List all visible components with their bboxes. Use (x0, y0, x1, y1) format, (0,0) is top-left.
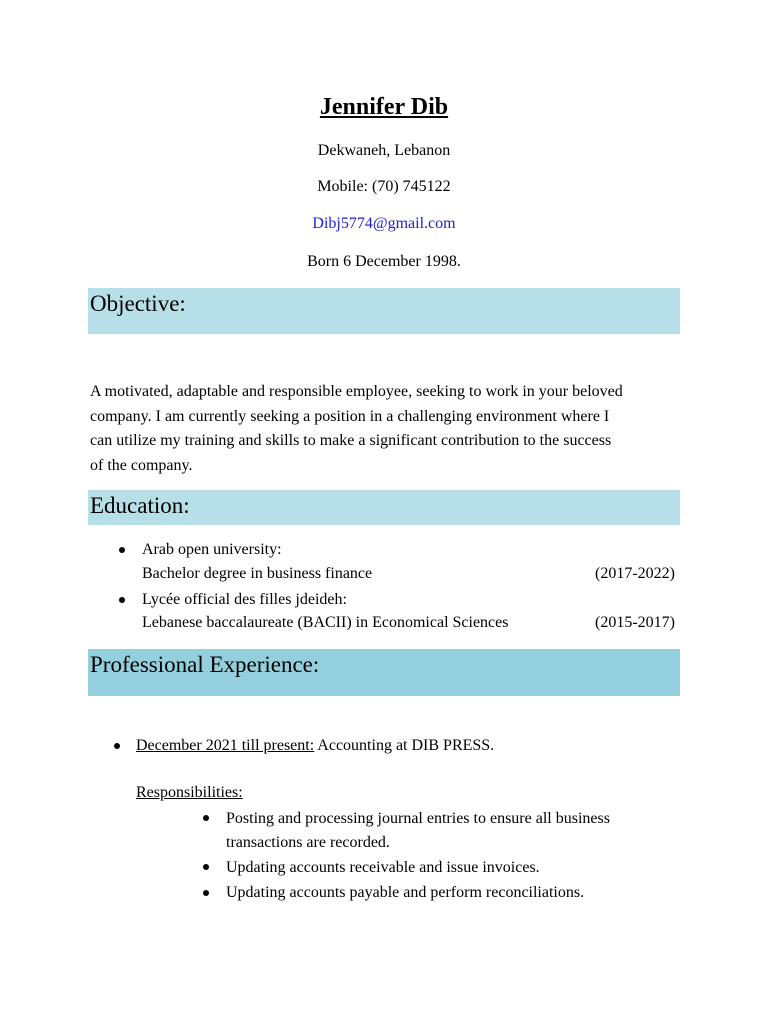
bullet-icon (203, 815, 209, 821)
candidate-name: Jennifer Dib (319, 94, 449, 120)
bullet-icon (203, 890, 209, 896)
responsibilities-label: Responsibilities: (136, 784, 243, 801)
bullet-icon (114, 743, 120, 749)
responsibility-item-continued: transactions are recorded. (226, 834, 390, 851)
education-degree: Bachelor degree in business finance (142, 565, 373, 582)
objective-line: company. I am currently seeking a position in a challenging environment where I (90, 407, 610, 425)
education-degree: Lebanese baccalaureate (BACII) in Economical Sciences (142, 614, 509, 631)
education-years: (2015-2017) (595, 614, 675, 631)
address: Dekwaneh, Lebanon (317, 142, 451, 159)
objective-line: can utilize my training and skills to make a significant contribution to the success (90, 432, 612, 449)
education-years: (2017-2022) (595, 565, 675, 582)
education-school: Lycée official des filles jdeideh: (142, 591, 347, 608)
responsibility-item: Posting and processing journal entries to ensure all business (226, 810, 610, 827)
job-role: Accounting at DIB PRESS. (314, 737, 495, 754)
responsibility-item: Updating accounts receivable and issue invoices. (226, 859, 540, 876)
bullet-icon (119, 597, 125, 603)
bullet-icon (203, 864, 209, 870)
email-link[interactable]: Dibj5774@gmail.com (312, 215, 456, 232)
birth-date: Born 6 December 1998. (307, 253, 461, 270)
objective-line: of the company. (90, 456, 193, 474)
job-entry (136, 734, 494, 758)
objective-line: A motivated, adaptable and responsible employee, seeking to work in your beloved (90, 383, 623, 400)
objective-text (90, 380, 690, 478)
education-title: Education: (90, 493, 190, 518)
mobile: Mobile: (70) 745122 (317, 178, 451, 195)
job-period: December 2021 till present: (136, 737, 315, 754)
bullet-icon (119, 547, 125, 553)
objective-title: Objective: (90, 291, 186, 316)
education-school: Arab open university: (142, 541, 282, 558)
experience-title: Professional Experience: (90, 652, 320, 677)
responsibility-item: Updating accounts payable and perform reconciliations. (226, 884, 585, 901)
